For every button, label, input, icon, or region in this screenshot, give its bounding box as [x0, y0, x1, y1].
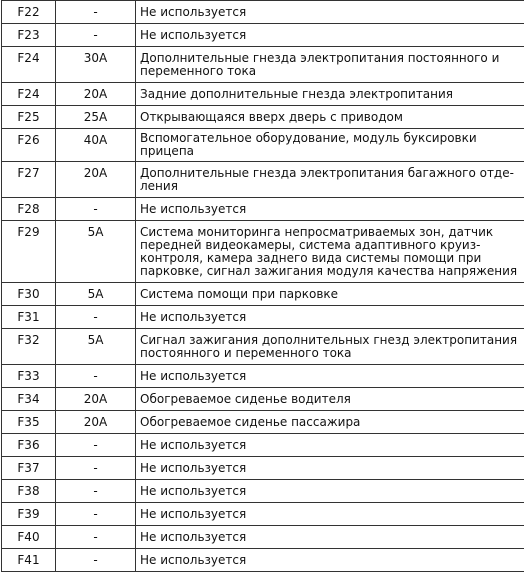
- fuse-number-cell: F35: [2, 411, 56, 434]
- fuse-description-cell: Не используется: [136, 549, 524, 572]
- fuse-description-cell: Не используется: [136, 480, 524, 503]
- fuse-rating-cell: 5A: [56, 329, 136, 365]
- table-row: [2, 83, 524, 106]
- fuse-description-cell: Не используется: [136, 434, 524, 457]
- table-row: [2, 198, 524, 221]
- fuse-description-cell: Система мониторинга непросматриваемых зон, датчик передней видеокамеры, система адаптивного круиз-контроля, камера заднего вида системы помощи при парковке, сигнал зажигания модуля качества напряжения: [136, 221, 524, 283]
- fuse-description-cell: Система помощи при парковке: [136, 283, 524, 306]
- fuse-rating-cell: 20A: [56, 388, 136, 411]
- table-row: [2, 411, 524, 434]
- table-row: [2, 1, 524, 24]
- fuse-description-cell: Не используется: [136, 365, 524, 388]
- fuse-description-cell: Задние дополнительные гнезда электропитания: [136, 83, 524, 106]
- fuse-number-cell: F41: [2, 549, 56, 572]
- fuse-description-cell: Не используется: [136, 24, 524, 47]
- fuse-description-cell: Не используется: [136, 198, 524, 221]
- fuse-rating-cell: 25A: [56, 106, 136, 129]
- table-row: [2, 24, 524, 47]
- fuse-rating-cell: -: [56, 457, 136, 480]
- fuse-description-cell: Не используется: [136, 306, 524, 329]
- fuse-number-cell: F36: [2, 434, 56, 457]
- table-row: [2, 503, 524, 526]
- fuse-number-cell: F27: [2, 162, 56, 198]
- fuse-rating-cell: 20A: [56, 411, 136, 434]
- fuse-rating-cell: 20A: [56, 162, 136, 198]
- fuse-number-cell: F22: [2, 1, 56, 24]
- fuse-number-cell: F28: [2, 198, 56, 221]
- fuse-number-cell: F37: [2, 457, 56, 480]
- fuse-number-cell: F38: [2, 480, 56, 503]
- fuse-description-cell: Открывающаяся вверх дверь с приводом: [136, 106, 524, 129]
- table-row: [2, 47, 524, 83]
- fuse-rating-cell: -: [56, 480, 136, 503]
- fuse-rating-cell: 5A: [56, 283, 136, 306]
- fuse-description-cell: Обогреваемое сиденье водителя: [136, 388, 524, 411]
- table-row: [2, 388, 524, 411]
- fuse-number-cell: F34: [2, 388, 56, 411]
- fuse-description-cell: Сигнал зажигания дополнительных гнезд электропитания постоянного и переменного тока: [136, 329, 524, 365]
- table-row: [2, 329, 524, 365]
- table-row: [2, 129, 524, 162]
- table-row: [2, 480, 524, 503]
- fuse-number-cell: F30: [2, 283, 56, 306]
- fuse-number-cell: F39: [2, 503, 56, 526]
- fuse-description-cell: Обогреваемое сиденье пассажира: [136, 411, 524, 434]
- table-row: [2, 434, 524, 457]
- fuse-number-cell: F32: [2, 329, 56, 365]
- fuse-rating-cell: 30A: [56, 47, 136, 83]
- fuse-description-cell: Дополнительные гнезда электропитания постоянного и переменного тока: [136, 47, 524, 83]
- fuse-description-cell: Не используется: [136, 503, 524, 526]
- table-row: [2, 526, 524, 549]
- fuse-rating-cell: -: [56, 549, 136, 572]
- fuse-rating-cell: -: [56, 434, 136, 457]
- fuse-number-cell: F31: [2, 306, 56, 329]
- fuse-description-cell: Не используется: [136, 1, 524, 24]
- fuse-rating-cell: -: [56, 306, 136, 329]
- fuse-rating-cell: -: [56, 503, 136, 526]
- fuse-rating-cell: 5A: [56, 221, 136, 283]
- fuse-description-cell: Не используется: [136, 457, 524, 480]
- fuse-number-cell: F25: [2, 106, 56, 129]
- fuse-rating-cell: -: [56, 365, 136, 388]
- table-row: [2, 549, 524, 572]
- fuse-number-cell: F40: [2, 526, 56, 549]
- table-row: [2, 306, 524, 329]
- fuse-number-cell: F24: [2, 83, 56, 106]
- fuse-number-cell: F29: [2, 221, 56, 283]
- fuse-rating-cell: -: [56, 1, 136, 24]
- fuse-rating-cell: -: [56, 526, 136, 549]
- fuse-rating-cell: -: [56, 198, 136, 221]
- fuse-description-cell: Вспомогательное оборудование, модуль буксировки прицепа: [136, 129, 524, 162]
- fuse-number-cell: F26: [2, 129, 56, 162]
- table-row: [2, 457, 524, 480]
- table-row: [2, 365, 524, 388]
- fuse-table-body: [2, 1, 524, 572]
- fuse-rating-cell: 20A: [56, 83, 136, 106]
- fuse-number-cell: F23: [2, 24, 56, 47]
- fuse-rating-cell: -: [56, 24, 136, 47]
- fuse-description-cell: Не используется: [136, 526, 524, 549]
- fuse-rating-cell: 40A: [56, 129, 136, 162]
- fuse-description-cell: Дополнительные гнезда электропитания багажного отде-ления: [136, 162, 524, 198]
- fuse-number-cell: F24: [2, 47, 56, 83]
- table-row: [2, 106, 524, 129]
- fuse-number-cell: F33: [2, 365, 56, 388]
- table-row: [2, 283, 524, 306]
- fuse-table: [1, 0, 524, 572]
- table-row: [2, 162, 524, 198]
- table-row: [2, 221, 524, 283]
